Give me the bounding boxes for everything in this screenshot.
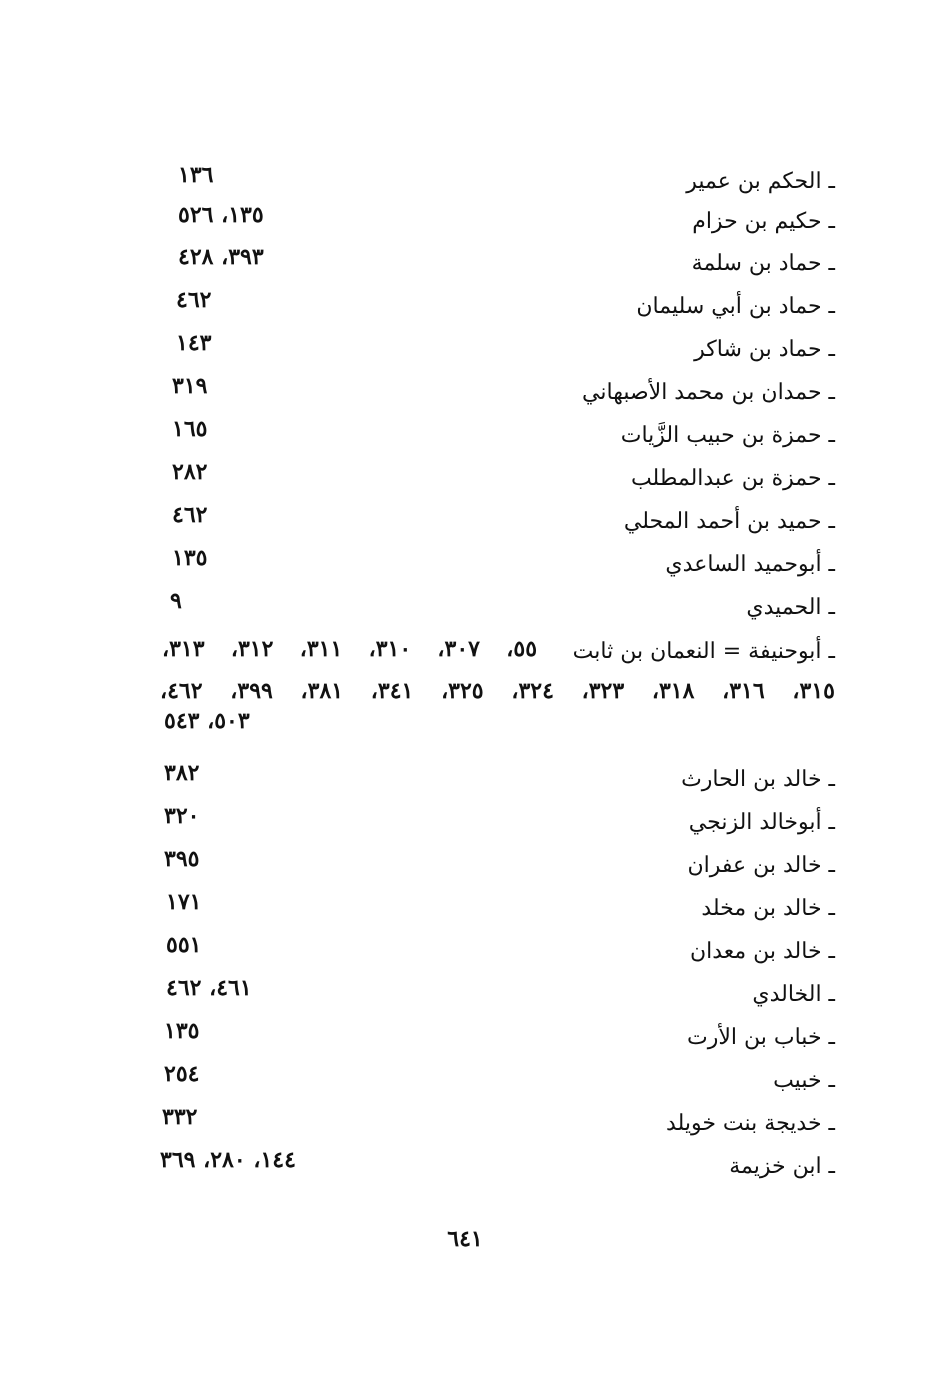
index-entry (150, 371, 835, 415)
entry-pages: ٢٥٤ (164, 1061, 200, 1087)
entry-name: ـ الحميدي (746, 595, 835, 620)
index-entry (150, 160, 835, 204)
index-entry (150, 1016, 835, 1060)
index-entry (150, 1059, 835, 1103)
entry-name: ـ خديجة بنت خويلد (666, 1111, 835, 1136)
entry-name: ـ حمزة بن عبدالمطلب (630, 466, 835, 491)
index-entry (150, 586, 835, 630)
entry-pages: ١٦٥ (172, 416, 208, 442)
entry-pages-continuation: ٥٠٣، ٥٤٣ (164, 708, 250, 734)
entry-name: ـ خالد بن الحارث (681, 767, 835, 792)
entry-pages: ٣١٩ (172, 373, 208, 399)
entry-name: ـ خالد بن عفران (687, 853, 835, 878)
entry-pages: ١٤٤، ٢٨٠، ٣٦٩ (160, 1147, 296, 1173)
entry-name: ـ خباب بن الأرت (687, 1025, 835, 1050)
index-entry (150, 285, 835, 329)
entry-pages: ٢٨٢ (172, 459, 208, 485)
index-entry (150, 500, 835, 544)
entry-name: ـ حمزة بن حبيب الزَّيات (620, 423, 835, 448)
entry-pages: ٣٢٠ (164, 803, 200, 829)
index-entry (150, 930, 835, 974)
index-entry (150, 1102, 835, 1146)
index-entry (150, 801, 835, 845)
entry-name: ـ حماد بن أبي سليمان (636, 294, 835, 319)
entry-name: ـ خالد بن مخلد (701, 896, 835, 921)
entry-name: ـ الخالدي (752, 982, 835, 1007)
index-entry (150, 758, 835, 802)
entry-pages: ٣٨٢ (164, 760, 200, 786)
index-entry (150, 973, 835, 1017)
index-entry (150, 1145, 835, 1189)
entry-name: ـ حكيم بن حزام (692, 209, 835, 234)
entry-pages: ٥٥، ٣٠٧، ٣١٠، ٣١١، ٣١٢، ٣١٣، (162, 636, 538, 662)
entry-pages-continuation: ٣١٥، ٣١٦، ٣١٨، ٣٢٣، ٣٢٤، ٣٢٥، ٣٤١، ٣٨١، ٣٩٩، ٤٦٢، (160, 678, 835, 704)
index-entry (150, 200, 835, 244)
entry-pages: ١٣٥، ٥٢٦ (178, 202, 264, 228)
entry-name: ـ الحكم بن عمير (686, 169, 835, 194)
entry-pages: ١٣٦ (178, 162, 214, 188)
index-entry (150, 242, 835, 286)
page-number: ٦٤١ (447, 1226, 483, 1252)
index-entry (150, 457, 835, 501)
entry-pages: ١٣٥ (164, 1018, 200, 1044)
entry-name: ـ خالد بن معدان (689, 939, 835, 964)
entry-pages: ٥٥١ (166, 932, 202, 958)
entry-name: ـ أبوحنيفة = النعمان بن ثابت (572, 639, 835, 664)
index-entry (150, 887, 835, 931)
entry-name: ـ أبوحميد الساعدي (665, 552, 835, 577)
entry-name: ـ حماد بن شاكر (694, 337, 835, 362)
entry-pages: ٣٩٥ (164, 846, 200, 872)
entry-pages: ١٧١ (166, 889, 202, 915)
entry-name: ـ خبيب (773, 1068, 835, 1093)
entry-name: ـ ابن خزيمة (729, 1154, 835, 1179)
index-entry (150, 543, 835, 587)
entry-name: ـ حماد بن سلمة (691, 251, 835, 276)
entry-name: ـ حميد بن أحمد المحلي (623, 509, 835, 534)
entry-pages: ١٤٣ (176, 330, 212, 356)
index-entry (150, 844, 835, 888)
entry-pages: ٣٣٢ (162, 1104, 198, 1130)
index-entry (150, 328, 835, 372)
entry-pages: ٤٦٢ (172, 502, 208, 528)
entry-name: ـ أبوخالد الزنجي (688, 810, 835, 835)
index-entry-abu-hanifa (150, 630, 835, 674)
entry-pages: ٤٦١، ٤٦٢ (166, 975, 252, 1001)
entry-pages: ١٣٥ (172, 545, 208, 571)
entry-pages: ٤٦٢ (176, 287, 212, 313)
entry-pages: ٣٩٣، ٤٢٨ (178, 244, 264, 270)
entry-pages: ٩ (170, 588, 182, 614)
entry-name: ـ حمدان بن محمد الأصبهاني (582, 380, 835, 405)
index-entry (150, 414, 835, 458)
